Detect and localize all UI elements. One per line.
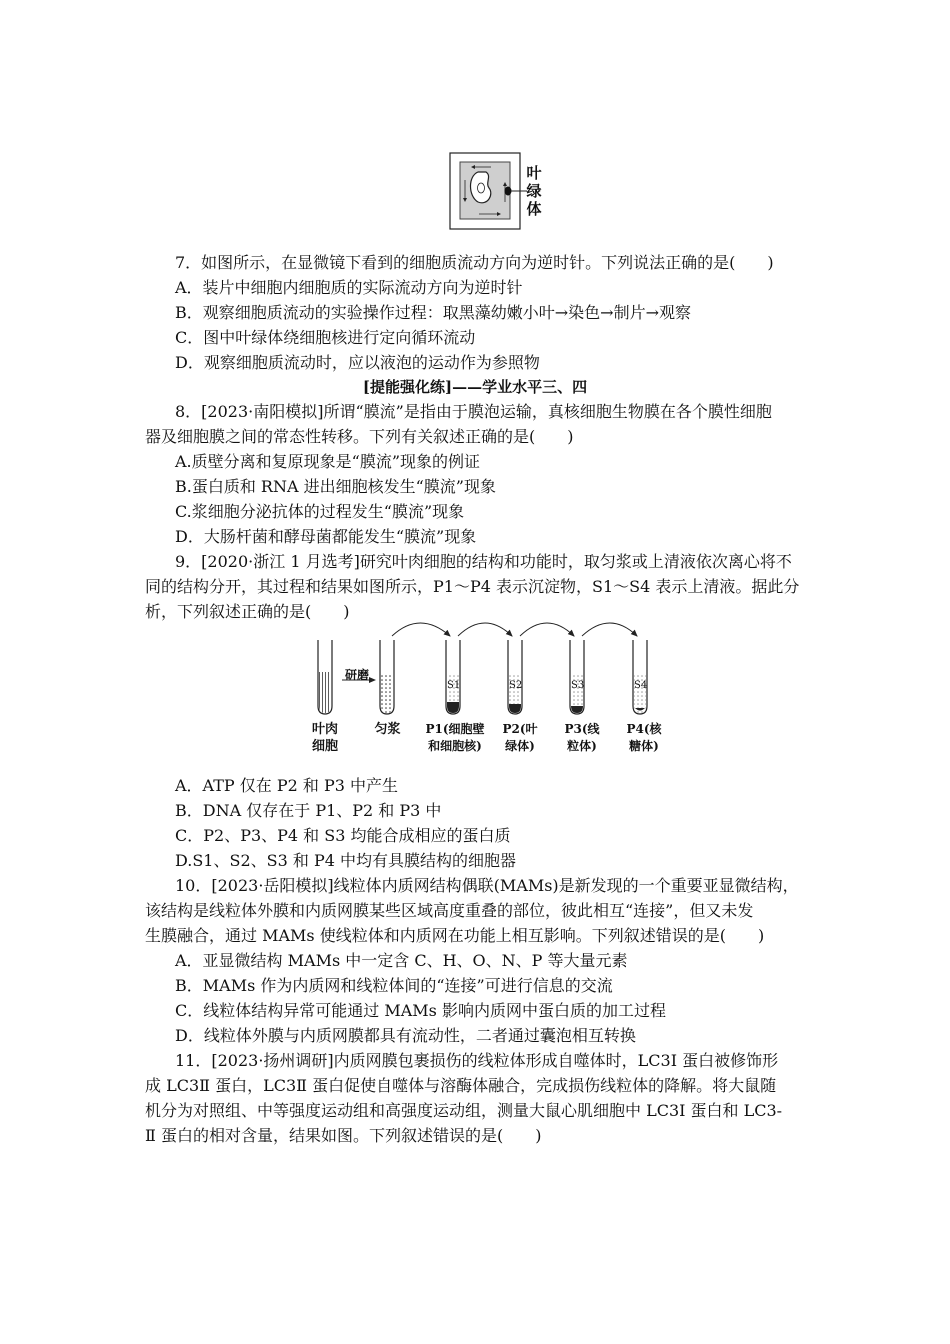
q9-option-b: B．DNA 仅存在于 P1、P2 和 P3 中 (175, 801, 442, 820)
q11-stem-line3: 机分为对照组、中等强度运动组和高强度运动组，测量大鼠心肌细胞中 LC3Ⅰ 蛋白和 LC3- (145, 1101, 783, 1120)
tube-homogenate-caption: 匀浆 (374, 722, 401, 737)
tube-p1-caption: P1(细胞壁 和细胞核) (425, 722, 485, 753)
q9-stem-line1: 9．[2020·浙江 1 月选考]研究叶肉细胞的结构和功能时，取匀浆或上清液依次离心将不 (175, 552, 792, 571)
q7-option-c: C．图中叶绿体绕细胞核进行定向循环流动 (175, 328, 476, 347)
q8-stem-line1: 8．[2023·南阳模拟]所谓“膜流”是指由于膜泡运输，真核细胞生物膜在各个膜性细胞 (175, 402, 772, 421)
tube-p3 (570, 640, 584, 714)
q7-option-b: B．观察细胞质流动的实验操作过程：取黑藻幼嫩小叶→染色→制片→观察 (175, 303, 691, 322)
q9-option-c: C．P2、P3、P4 和 S3 均能合成相应的蛋白质 (175, 826, 511, 845)
q9-option-d: D.S1、S2、S3 和 P4 中均有具膜结构的细胞器 (175, 851, 516, 870)
q10-option-b: B．MAMs 作为内质网和线粒体间的“连接”可进行信息的交流 (175, 976, 613, 995)
q11-stem-line2: 成 LC3Ⅱ 蛋白，LC3Ⅱ 蛋白促使自噬体与溶酶体融合，完成损伤线粒体的降解。将大鼠随 (145, 1076, 777, 1095)
q8-option-d: D．大肠杆菌和酵母菌都能发生“膜流”现象 (175, 527, 477, 546)
tube-p4 (633, 640, 647, 714)
q10-stem-line2: 该结构是线粒体外膜和内质网膜某些区域高度重叠的部位，彼此相互“连接”，但又未发 (145, 901, 754, 920)
label-char-2: 绿 (526, 182, 542, 200)
tube-p2-caption: P2(叶 绿体) (502, 722, 538, 753)
q11-stem-line4: Ⅱ 蛋白的相对含量，结果如图。下列叙述错误的是( ) (145, 1126, 542, 1145)
tube-p4-caption: P4(核 糖体) (626, 722, 662, 753)
s1-label: S1 (447, 680, 461, 691)
tube-p3-caption: P3(线 粒体) (564, 722, 600, 753)
q11-stem-line1: 11．[2023·扬州调研]内质网膜包裹损伤的线粒体形成自噬体时，LC3Ⅰ 蛋白被修饰形 (175, 1051, 779, 1070)
q10-option-a: A．亚显微结构 MAMs 中一定含 C、H、O、N、P 等大量元素 (175, 951, 628, 970)
tube-p2 (508, 640, 522, 714)
label-char-3: 体 (526, 200, 542, 218)
tube-p1 (446, 640, 460, 714)
q10-option-c: C．线粒体结构异常可能通过 MAMs 影响内质网中蛋白质的加工过程 (175, 1001, 666, 1020)
q7-option-a: A．装片中细胞内细胞质的实际流动方向为逆时针 (175, 278, 523, 297)
q7-stem: 7．如图所示，在显微镜下看到的细胞质流动方向为逆时针。下列说法正确的是( ) (175, 253, 774, 272)
q8-stem-line2: 器及细胞膜之间的常态性转移。下列有关叙述正确的是( ) (145, 427, 574, 446)
q10-stem-line3: 生膜融合，通过 MAMs 使线粒体和内质网在功能上相互影响。下列叙述错误的是( ) (145, 926, 765, 945)
tube-homogenate (380, 640, 394, 714)
tube-leaf-cells (318, 640, 332, 714)
s3-label: S3 (571, 680, 585, 691)
q9-option-a: A．ATP 仅在 P2 和 P3 中产生 (175, 776, 398, 795)
q8-option-a: A.质壁分离和复原现象是“膜流”现象的例证 (175, 452, 481, 471)
q8-option-b: B.蛋白质和 RNA 进出细胞核发生“膜流”现象 (175, 477, 496, 496)
s4-label: S4 (634, 680, 648, 691)
label-char-1: 叶 (526, 164, 542, 182)
section-heading: [提能强化练]——学业水平三、四 (362, 378, 588, 396)
q9-stem-line2: 同的结构分开，其过程和结果如图所示，P1～P4 表示沉淀物，S1～S4 表示上清液。据此分 (145, 577, 800, 596)
q9-stem-line3: 析，下列叙述正确的是( ) (145, 602, 350, 621)
q10-option-d: D．线粒体外膜与内质网膜都具有流动性，二者通过囊泡相互转换 (175, 1026, 636, 1045)
grind-label: 研磨 (345, 668, 370, 682)
chloroplast-label (524, 164, 544, 218)
q7-option-d: D．观察细胞质流动时，应以液泡的运动作为参照物 (175, 353, 540, 372)
q8-option-c: C.浆细胞分泌抗体的过程发生“膜流”现象 (175, 502, 465, 521)
q10-stem-line1: 10．[2023·岳阳模拟]线粒体内质网结构偶联(MAMs)是新发现的一个重要亚显微结构， (175, 876, 799, 895)
s2-label: S2 (509, 680, 523, 691)
tube-leaf-cells-caption: 叶肉 细胞 (311, 722, 338, 754)
